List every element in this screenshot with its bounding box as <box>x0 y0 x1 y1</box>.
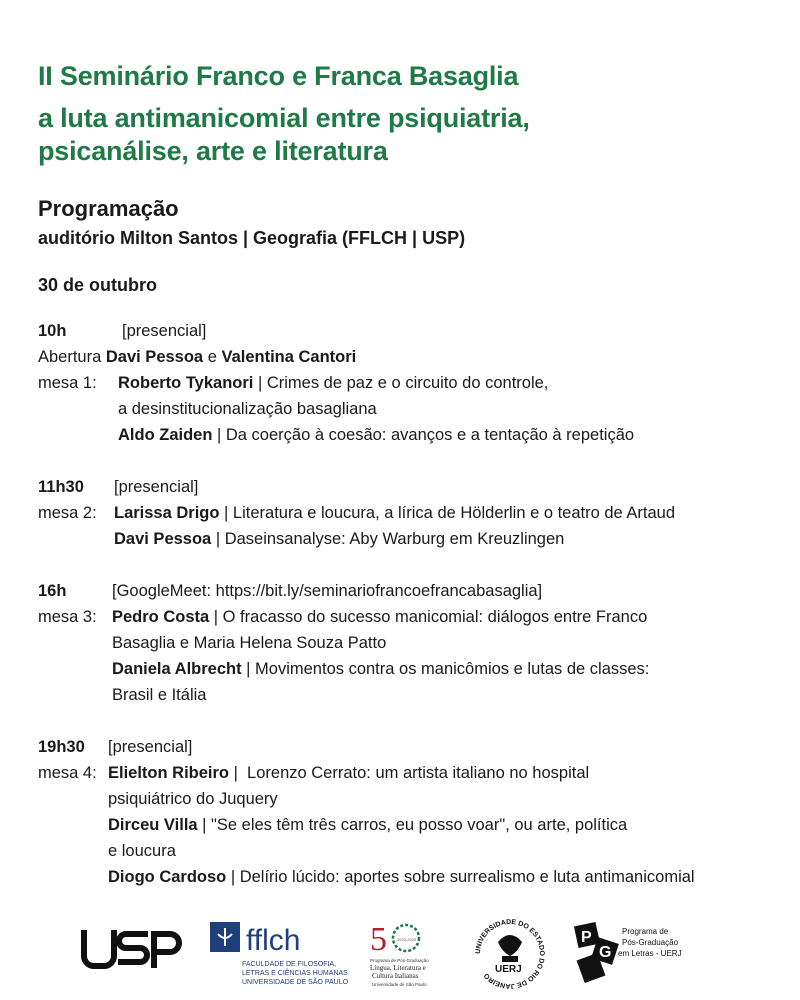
speaker: Diogo Cardoso <box>108 868 227 886</box>
seminar-subtitle <box>38 102 778 168</box>
programacao-heading: Programação <box>38 196 179 221</box>
speaker: Roberto Tykanori <box>118 374 254 392</box>
talk-title: | Da coerção à coesão: avanços e a tentação à repetição <box>212 426 635 444</box>
opening-prefix: Abertura <box>38 348 106 366</box>
svg-text:G: G <box>599 944 612 961</box>
ppg-line-2: Pós-Graduação <box>622 938 679 947</box>
speaker: Pedro Costa <box>112 608 210 626</box>
talk <box>112 604 649 630</box>
talk <box>112 656 649 682</box>
fifty-years-logo <box>366 916 438 992</box>
title-block <box>38 58 778 168</box>
uerj-wordmark: UERJ <box>495 964 522 975</box>
talk-title: | Delírio lúcido: aportes sobre surrealismo e luta antimanicomial <box>226 868 695 886</box>
session-time: 19h30 <box>38 738 85 756</box>
talk <box>114 500 675 526</box>
talk-title-cont: a desinstitucionalização basagliana <box>118 400 377 418</box>
session-3 <box>38 578 788 708</box>
fflch-wordmark: fflch <box>246 924 301 957</box>
speaker: Daniela Albrecht <box>112 660 242 678</box>
opening-conj: e <box>203 348 222 366</box>
opening-speaker-2: Valentina Cantori <box>221 348 357 366</box>
ppg-line-3: em Letras - UERJ <box>618 949 682 958</box>
fflch-logo <box>208 920 348 988</box>
mesa-label: mesa 4: <box>38 764 97 782</box>
talk <box>108 760 695 786</box>
talk-title-cont: e loucura <box>108 842 176 860</box>
talk-title: | Lorenzo Cerrato: um artista italiano no hospital <box>229 764 590 782</box>
session-2 <box>38 474 788 552</box>
session-mode: [presencial] <box>114 478 199 496</box>
speaker: Davi Pessoa <box>114 530 212 548</box>
talk <box>108 812 695 838</box>
seminar-title: II Seminário Franco e Franca Basaglia <box>38 61 519 91</box>
venue: auditório Milton Santos | Geografia (FFLCH | USP) <box>38 228 466 248</box>
session-mode: [presencial] <box>108 738 193 756</box>
talk-title-cont: Basaglia e Maria Helena Souza Patto <box>112 634 387 652</box>
mesa-label: mesa 2: <box>38 504 97 522</box>
usp-logo-text: USP <box>132 972 135 973</box>
speaker: Aldo Zaiden <box>118 426 213 444</box>
fifty-years-range: 1970-2020 <box>397 937 417 942</box>
mesa-label: mesa 1: <box>38 374 97 392</box>
session-mode: [presencial] <box>122 322 207 340</box>
talk-title: | Movimentos contra os manicômios e lutas de classes: <box>241 660 650 678</box>
talk-title: | Crimes de paz e o circuito do controle, <box>253 374 549 392</box>
svg-text:P: P <box>581 929 592 946</box>
fifty-line-2: Língua, Literatura e <box>370 964 426 972</box>
fifty-line-4: Universidade de São Paulo <box>372 982 427 987</box>
mesa-label: mesa 3: <box>38 608 97 626</box>
event-date: 30 de outubro <box>38 275 158 295</box>
talk-title: | Daseinsanalyse: Aby Warburg em Kreuzlingen <box>211 530 565 548</box>
session-time: 10h <box>38 322 67 340</box>
session-1 <box>38 318 788 448</box>
speaker: Elielton Ribeiro <box>108 764 230 782</box>
logos-row <box>0 912 800 992</box>
subtitle-line-2: psicanálise, arte e literatura <box>38 136 388 166</box>
ppg-letras-logo <box>572 918 702 990</box>
talk-title: | Literatura e loucura, a lírica de Hölderlin e o teatro de Artaud <box>219 504 676 522</box>
session-4 <box>38 734 788 890</box>
opening-speaker-1: Davi Pessoa <box>105 348 204 366</box>
session-time: 16h <box>38 582 67 600</box>
talk <box>118 370 634 396</box>
fflch-line-3: UNIVERSIDADE DE SÃO PAULO <box>242 979 348 986</box>
session-mode[interactable]: [GoogleMeet: https://bit.ly/seminariofrancoefrancabasaglia] <box>112 582 543 600</box>
usp-logo <box>80 924 184 974</box>
opening <box>38 344 788 370</box>
talk <box>108 864 695 890</box>
uerj-ring-text: UNIVERSIDADE DO ESTADO DO RIO DE JANEIRO <box>474 918 546 990</box>
talk-title-cont: psiquiátrico do Juquery <box>108 790 278 808</box>
subtitle-line-1: a luta antimanicomial entre psiquiatria, <box>38 103 530 133</box>
fflch-line-1: FACULDADE DE FILOSOFIA, <box>242 961 337 968</box>
fflch-line-2: LETRAS E CIÊNCIAS HUMANAS <box>242 970 348 977</box>
fifty-line-3: Cultura Italianas <box>372 972 419 980</box>
fifty-line-1: Programa de Pós-Graduação <box>370 958 429 963</box>
talk <box>118 422 634 448</box>
speaker: Dirceu Villa <box>108 816 198 834</box>
session-time: 11h30 <box>38 478 84 496</box>
uerj-logo <box>472 916 548 992</box>
ppg-line-1: Programa de <box>622 927 669 936</box>
talk-title-cont: Brasil e Itália <box>112 686 207 704</box>
talk <box>114 526 675 552</box>
fifty-number: 5 <box>370 921 387 958</box>
talk-title: | O fracasso do sucesso manicomial: diálogos entre Franco <box>209 608 648 626</box>
speaker: Larissa Drigo <box>114 504 220 522</box>
talk-title: | "Se eles têm três carros, eu posso voar", ou arte, política <box>197 816 628 834</box>
